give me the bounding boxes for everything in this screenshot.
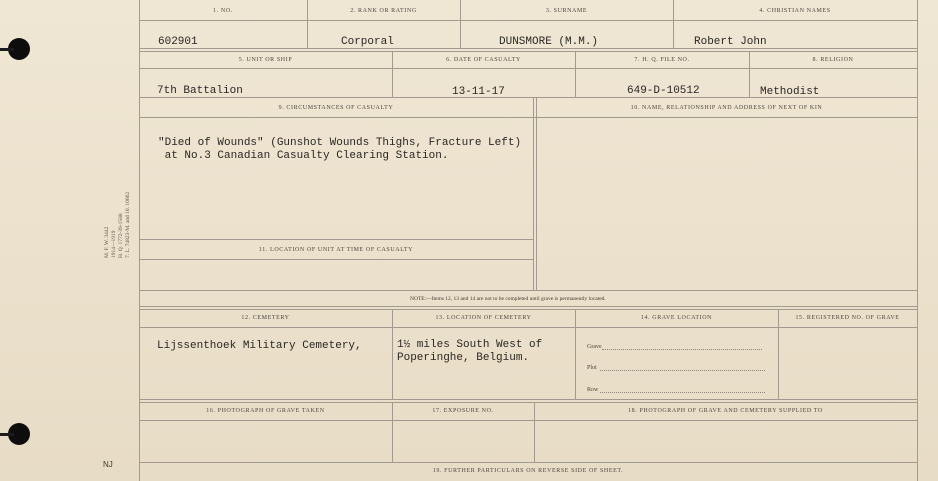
header-location-unit: 11. LOCATION OF UNIT AT TIME OF CASUALTY bbox=[258, 247, 414, 253]
rule bbox=[139, 239, 533, 240]
rule bbox=[139, 117, 917, 118]
header-photo-taken: 16. PHOTOGRAPH OF GRAVE TAKEN bbox=[206, 408, 325, 414]
rule bbox=[392, 309, 393, 399]
rule bbox=[139, 327, 917, 328]
value-circumstances: "Died of Wounds" (Gunshot Wounds Thighs, Fracture Left) at No.3 Canadian Casualty Clearing Station. bbox=[158, 137, 522, 162]
side-print-line: M. F. W. 3442 bbox=[104, 226, 110, 258]
value-religion: Methodist bbox=[760, 86, 820, 98]
row-field-line bbox=[600, 392, 765, 393]
punch-hole-stub-bottom bbox=[0, 433, 14, 436]
header-religion: 8. RELIGION bbox=[812, 57, 854, 63]
value-surname: DUNSMORE (M.M.) bbox=[499, 36, 599, 48]
header-date: 6. DATE OF CASUALTY bbox=[446, 57, 521, 63]
rule bbox=[139, 51, 917, 52]
header-christian-names: 4. CHRISTIAN NAMES bbox=[759, 8, 831, 14]
value-date: 13-11-17 bbox=[452, 86, 505, 98]
rule bbox=[139, 402, 917, 403]
header-surname: 3. SURNAME bbox=[545, 8, 588, 14]
row-field-label: Row bbox=[587, 387, 599, 393]
rule bbox=[536, 97, 537, 290]
corner-mark: NJ bbox=[103, 460, 113, 469]
rule bbox=[139, 399, 917, 400]
header-rank: 2. RANK OR RATING bbox=[350, 8, 417, 14]
header-circumstances: 9. CIRCUMSTANCES OF CASUALTY bbox=[278, 105, 394, 111]
header-cemetery: 12. CEMETERY bbox=[241, 315, 290, 321]
value-no: 602901 bbox=[158, 36, 198, 48]
header-photo-supplied: 18. PHOTOGRAPH OF GRAVE AND CEMETERY SUPPLIED TO bbox=[628, 408, 823, 414]
rule bbox=[139, 309, 917, 310]
value-cemetery: Lijssenthoek Military Cemetery, bbox=[157, 340, 362, 352]
side-print bbox=[104, 192, 132, 258]
side-print-line: 7. L. 74823-M. and 10. 10662 bbox=[125, 191, 131, 258]
header-next-of-kin: 10. NAME, RELATIONSHIP AND ADDRESS OF NEXT OF KIN bbox=[630, 105, 823, 111]
rule bbox=[139, 20, 917, 21]
header-exposure: 17. EXPOSURE NO. bbox=[432, 408, 494, 414]
value-location-cemetery: 1½ miles South West of Poperinghe, Belgium. bbox=[397, 339, 543, 364]
plot-field-label: Plot bbox=[587, 365, 597, 371]
punch-hole-stub-top bbox=[0, 48, 14, 51]
header-grave-location: 14. GRAVE LOCATION bbox=[640, 315, 713, 321]
frame-right bbox=[917, 0, 918, 481]
value-hq-file: 649-D-10512 bbox=[627, 85, 700, 97]
footer-further-particulars: 19. FURTHER PARTICULARS ON REVERSE SIDE OF SHEET. bbox=[432, 468, 624, 474]
side-print-line: H. Q. 1772-39-1588 bbox=[118, 213, 124, 258]
grave-field-line bbox=[602, 349, 762, 350]
header-no: 1. NO. bbox=[213, 8, 233, 14]
header-hq-file: 7. H. Q. FILE NO. bbox=[634, 57, 690, 63]
rule bbox=[575, 309, 576, 399]
value-unit: 7th Battalion bbox=[157, 85, 243, 97]
rule bbox=[139, 259, 533, 260]
rule bbox=[139, 306, 917, 307]
value-rank: Corporal bbox=[341, 36, 394, 48]
rule bbox=[139, 290, 917, 291]
value-christian-names: Robert John bbox=[694, 36, 767, 48]
plot-field-line bbox=[600, 370, 765, 371]
header-registered-no: 15. REGISTERED NO. OF GRAVE bbox=[795, 315, 900, 321]
rule bbox=[778, 309, 779, 399]
header-location-cemetery: 13. LOCATION OF CEMETERY bbox=[435, 315, 532, 321]
rule bbox=[533, 97, 534, 290]
rule bbox=[139, 420, 917, 421]
rule bbox=[139, 68, 917, 69]
rule bbox=[139, 48, 917, 49]
rule bbox=[139, 462, 917, 463]
grave-field-label: Grave bbox=[587, 344, 602, 350]
note-text: NOTE:—Items 12, 13 and 14 are not to be completed until grave is permanently located. bbox=[410, 296, 606, 302]
side-print-line: 1914—1919 bbox=[111, 230, 117, 258]
header-unit: 5. UNIT OR SHIP bbox=[238, 57, 293, 63]
